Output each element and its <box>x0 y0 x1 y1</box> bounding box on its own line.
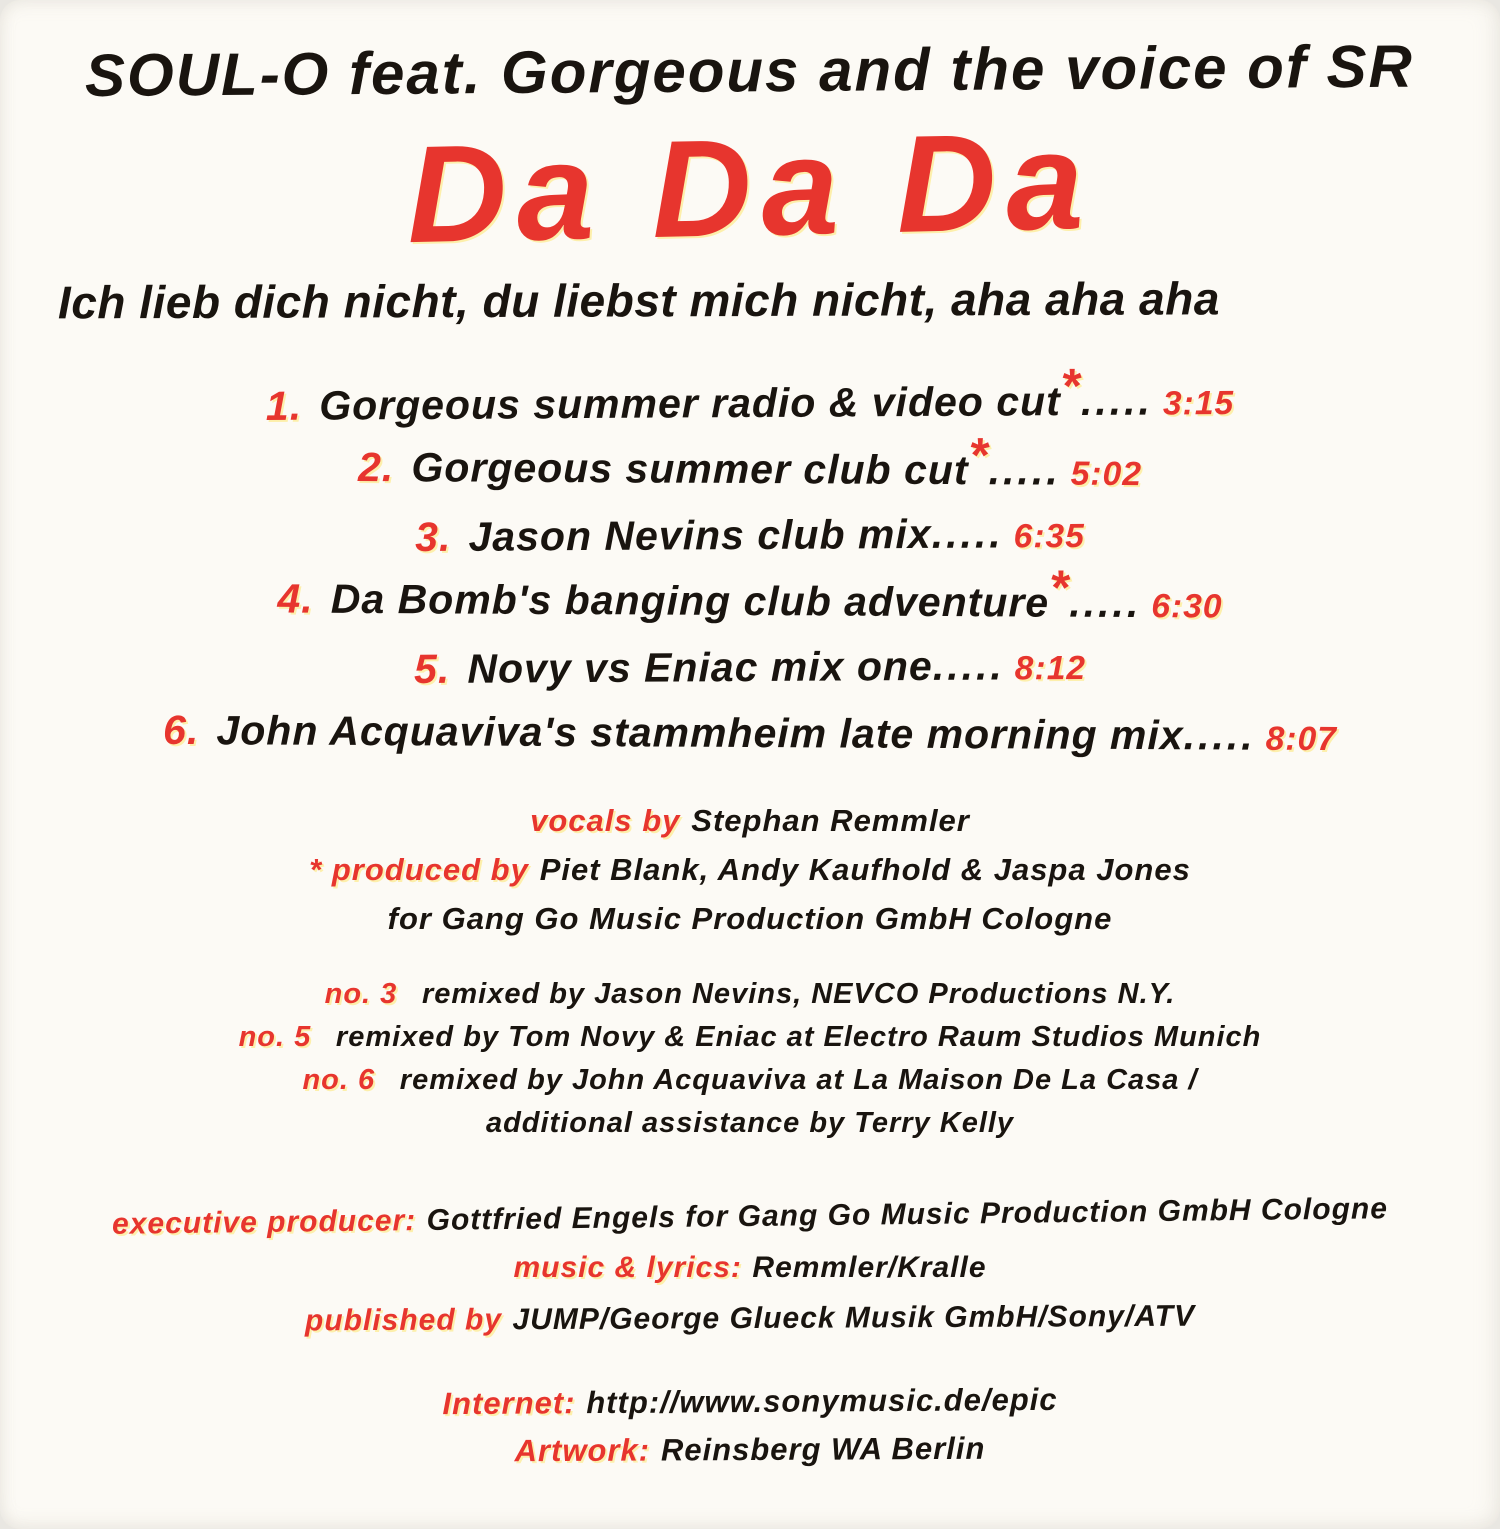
remix-text: remixed by Jason Nevins, NEVCO Productions N.Y. <box>421 978 1176 1010</box>
asterisk-icon: * <box>1049 560 1070 616</box>
track-number: 4. <box>277 575 314 622</box>
remix-track-label: no. 3 <box>324 978 398 1010</box>
music-lyrics-line <box>0 1242 1500 1293</box>
track-row <box>0 510 1500 560</box>
published-line <box>0 1289 1500 1348</box>
internet-url: http://www.sonymusic.de/epic <box>586 1381 1058 1421</box>
track-dots: ..... <box>988 447 1061 494</box>
track-duration: 5:02 <box>1070 455 1143 494</box>
remix-track-label: no. 6 <box>302 1064 376 1096</box>
vocals-value: Stephan Remmler <box>691 803 970 838</box>
business-credits <box>0 1191 1500 1344</box>
track-title: Jason Nevins club mix <box>468 510 932 560</box>
album-title: Da Da Da <box>405 103 1095 273</box>
asterisk-icon: * <box>1060 358 1081 414</box>
vocals-label: vocals by <box>530 803 681 838</box>
track-dots: ..... <box>1080 377 1154 424</box>
track-number: 5. <box>413 645 451 693</box>
music-lyrics-label: music & lyrics: <box>513 1251 742 1284</box>
track-dots: ..... <box>1069 579 1142 627</box>
remix-text: remixed by John Acquaviva at La Maison De La Casa / <box>399 1064 1198 1096</box>
asterisk-icon: * <box>968 427 989 483</box>
artwork-line <box>0 1422 1500 1478</box>
track-number: 2. <box>357 443 395 491</box>
track-duration: 3:15 <box>1162 385 1235 423</box>
track-dots: ..... <box>931 510 1004 557</box>
produced-for-line: for Gang Go Music Production GmbH Cologne <box>387 901 1113 936</box>
remix-credit-line <box>0 973 1500 1016</box>
track-title: Gorgeous summer club cut <box>411 444 969 494</box>
track-duration: 6:30 <box>1151 588 1223 626</box>
track-title: John Acquaviva's stammheim late morning mix <box>216 707 1184 759</box>
track-duration: 8:07 <box>1265 720 1337 759</box>
remix-credit-line <box>0 1016 1500 1059</box>
tracklist <box>0 358 1500 759</box>
executive-producer-line <box>0 1182 1500 1251</box>
subtitle-line: Ich lieb dich nicht, du liebst mich nicht, aha aha aha <box>57 272 1220 329</box>
track-title: Da Bomb's banging club adventure <box>330 575 1050 626</box>
executive-producer-value: Gottfried Engels for Gang Go Music Production GmbH Cologne <box>426 1192 1389 1237</box>
artwork-label: Artwork: <box>514 1432 651 1469</box>
track-dots: ..... <box>932 642 1005 689</box>
produced-label: * produced by <box>309 852 529 887</box>
track-row <box>0 560 1500 627</box>
track-dots: ..... <box>1183 712 1256 759</box>
track-number: 6. <box>162 706 200 754</box>
track-number: 1. <box>265 382 303 429</box>
internet-label: Internet: <box>442 1385 576 1422</box>
track-row <box>0 642 1500 692</box>
remix-track-label: no. 5 <box>238 1021 312 1053</box>
published-label: published by <box>304 1303 503 1338</box>
track-title: Gorgeous summer radio & video cut <box>319 378 1061 429</box>
assistance-line: additional assistance by Terry Kelly <box>485 1107 1015 1139</box>
vocals-credit-line <box>0 796 1500 845</box>
music-lyrics-value: Remmler/Kralle <box>752 1251 987 1284</box>
track-title: Novy vs Eniac mix one <box>467 642 933 692</box>
track-row <box>0 427 1500 494</box>
track-duration: 6:35 <box>1013 517 1085 556</box>
remix-credit-line <box>0 1059 1500 1102</box>
track-duration: 8:12 <box>1014 649 1087 688</box>
artwork-value: Reinsberg WA Berlin <box>660 1430 986 1468</box>
remix-text: remixed by Tom Novy & Eniac at Electro Raum Studios Munich <box>335 1021 1262 1053</box>
footer-credits <box>0 1378 1500 1474</box>
artist-line: SOUL-O feat. Gorgeous and the voice of SR <box>84 32 1415 109</box>
track-row <box>0 358 1500 429</box>
track-row <box>0 706 1500 759</box>
produced-credit-line <box>0 845 1500 894</box>
published-value: JUMP/George Glueck Musik GmbH/Sony/ATV <box>512 1299 1196 1337</box>
remix-credits <box>0 973 1500 1145</box>
track-number: 3. <box>414 513 452 561</box>
produced-value: Piet Blank, Andy Kaufhold & Jaspa Jones <box>539 852 1191 887</box>
executive-producer-label: executive producer: <box>111 1204 417 1241</box>
production-credits <box>0 796 1500 943</box>
